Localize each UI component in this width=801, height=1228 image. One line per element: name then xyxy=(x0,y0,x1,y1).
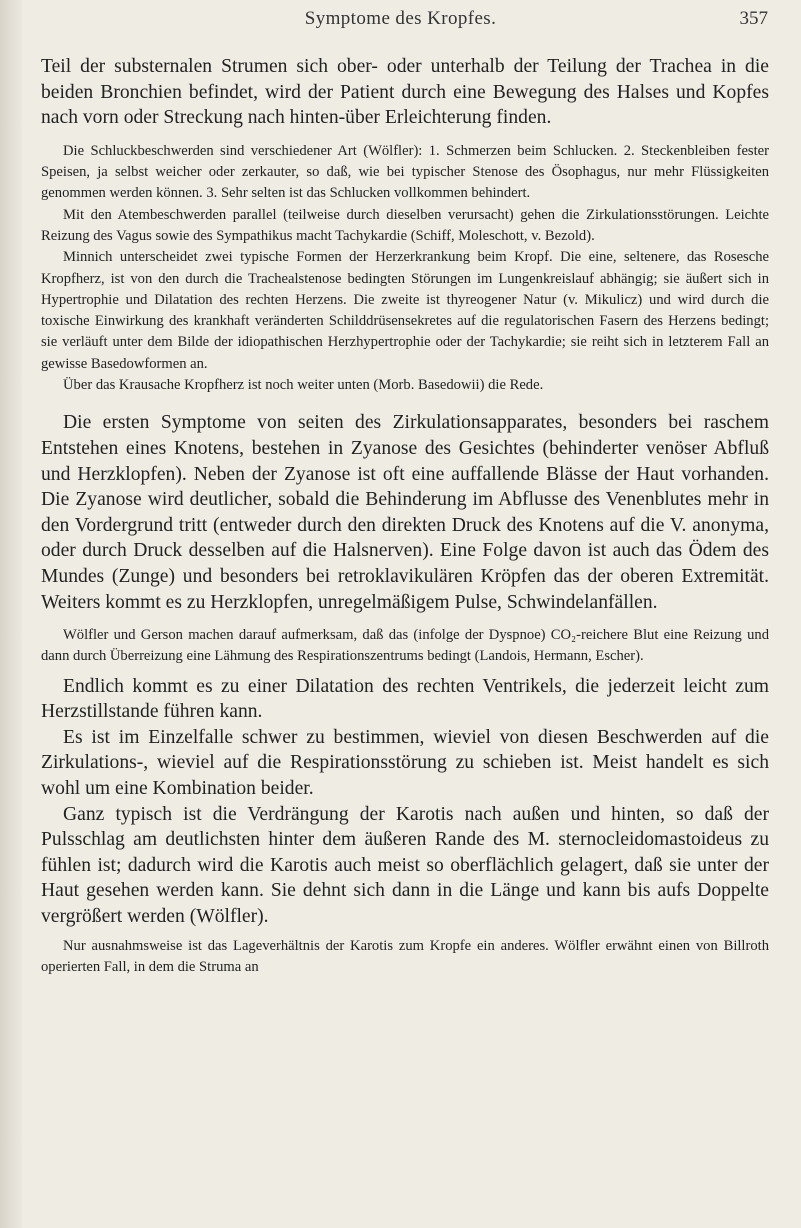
paragraph-swallowing: Die Schluckbeschwerden sind verschiedener Art (Wölfler): 1. Schmerzen beim Schlucken. 2. Steckenbleiben fester Speisen, ja selbst weicher oder zerkauter, so daß, wie bei typischer Stenose des Ösophagus, nur mehr Flüssigkeiten genommen werden können. 3. Sehr selten ist das Schlucken vollkommen behindert. xyxy=(41,142,769,202)
paragraph-kraus: Über das Krausache Kropfherz ist noch weiter unten (Morb. Basedowii) die Rede. xyxy=(63,377,544,394)
paragraph-minnich: Minnich unterscheidet zwei typische Formen der Herzerkrankung beim Kropf. Die eine, seltenere, das Rosesche Kropfherz, ist von den durch die Trachealstenose bedingten Störungen im Lungenkreislauf abhängig; sie äußert sich in Hypertrophie und Dilatation des rechten Herzens. Die zweite ist thyreogener Natur (v. Mikulicz) und wird durch die toxische Einwirkung des krankhaft veränderten Schilddrüsensekretes auf die regulatorischen Fasern des Herzens bedingt; sie verläuft unter dem Bilde der idiopathischen Herzhypertrophie oder der Tachykardie; sie reiht sich in letzterem Fall an gewisse Basedowformen an. xyxy=(41,249,769,372)
page-number: 357 xyxy=(739,8,768,29)
running-header xyxy=(0,6,801,34)
page-gutter-shadow xyxy=(0,0,22,1228)
page-body xyxy=(41,54,769,978)
paragraph-substernal: Teil der substernalen Strumen sich ober- oder unterhalb der Teilung der Trachea in die beiden Bronchien befindet, wird der Patient durch eine Bewegung des Halses und Kopfes nach vorn oder Streckung nach hinten-über Erleichterung finden. xyxy=(41,56,769,129)
paragraph-carotis: Ganz typisch ist die Verdrängung der Karotis nach außen und hinten, so daß der Pulsschlag am deutlichsten hinter dem äußeren Rande des M. sternocleidomastoideus zu fühlen ist; dadurch wird die Karotis auch meist so oberflächlich gelagert, daß sie unter der Haut gesehen werden kann. Sie dehnt sich dann in die Länge und kann bis aufs Doppelte vergrößert werden (Wölfler). xyxy=(41,803,769,928)
running-title: Symptome des Kropfes. xyxy=(304,8,497,29)
paragraph-dilatation: Endlich kommt es zu einer Dilatation des rechten Ventrikels, die jederzeit leicht zum Herzstillstande führen kann. xyxy=(41,675,769,723)
paragraph-first-symptoms: Die ersten Symptome von seiten des Zirkulationsapparates, besonders bei raschem Entstehen eines Knotens, bestehen in Zyanose des Gesichtes (behinderter venöser Abfluß und Herzklopfen). Neben der Zyanose ist oft eine auffallende Blässe der Haut vorhanden. Die Zyanose wird deutlicher, sobald die Behinderung im Abflusse des Venenblutes mehr in den Vordergrund tritt (entweder durch den direkten Druck des Knotens auf die V. anonyma, oder durch Druck desselben auf die Halsnerven). Eine Folge davon ist auch das Ödem des Mundes (Zunge) und besonders bei retroklavikulären Kröpfen das der oberen Extremität. Weiters kommt es zu Herzklopfen, unregelmäßigem Pulse, Schwindelanfällen. xyxy=(41,412,769,613)
paragraph-exception: Nur ausnahmsweise ist das Lageverhältnis der Karotis zum Kropfe ein anderes. Wölfler erwähnt einen von Billroth operierten Fall, in dem die Struma an xyxy=(41,937,769,975)
paragraph-woelfler-gerson: Wölfler und Gerson machen darauf aufmerksam, daß das (infolge der Dyspnoe) CO₂-reichere Blut eine Reizung und dann durch Überreizung eine Lähmung des Respirationszentrums bedingt (Landois, Hermann, Escher). xyxy=(41,627,769,665)
paragraph-circulation: Mit den Atembeschwerden parallel (teilweise durch dieselben verursacht) gehen die Zirkulationsstörungen. Leichte Reizung des Vagus sowie des Sympathikus macht Tachykardie (Schiff, Moleschott, v. Bezold). xyxy=(41,206,769,244)
paragraph-single-case: Es ist im Einzelfalle schwer zu bestimmen, wieviel von diesen Beschwerden auf die Zirkulations-, wieviel auf die Respirationsstörung zu schieben ist. Meist handelt es sich wohl um eine Kombination beider. xyxy=(41,726,769,800)
